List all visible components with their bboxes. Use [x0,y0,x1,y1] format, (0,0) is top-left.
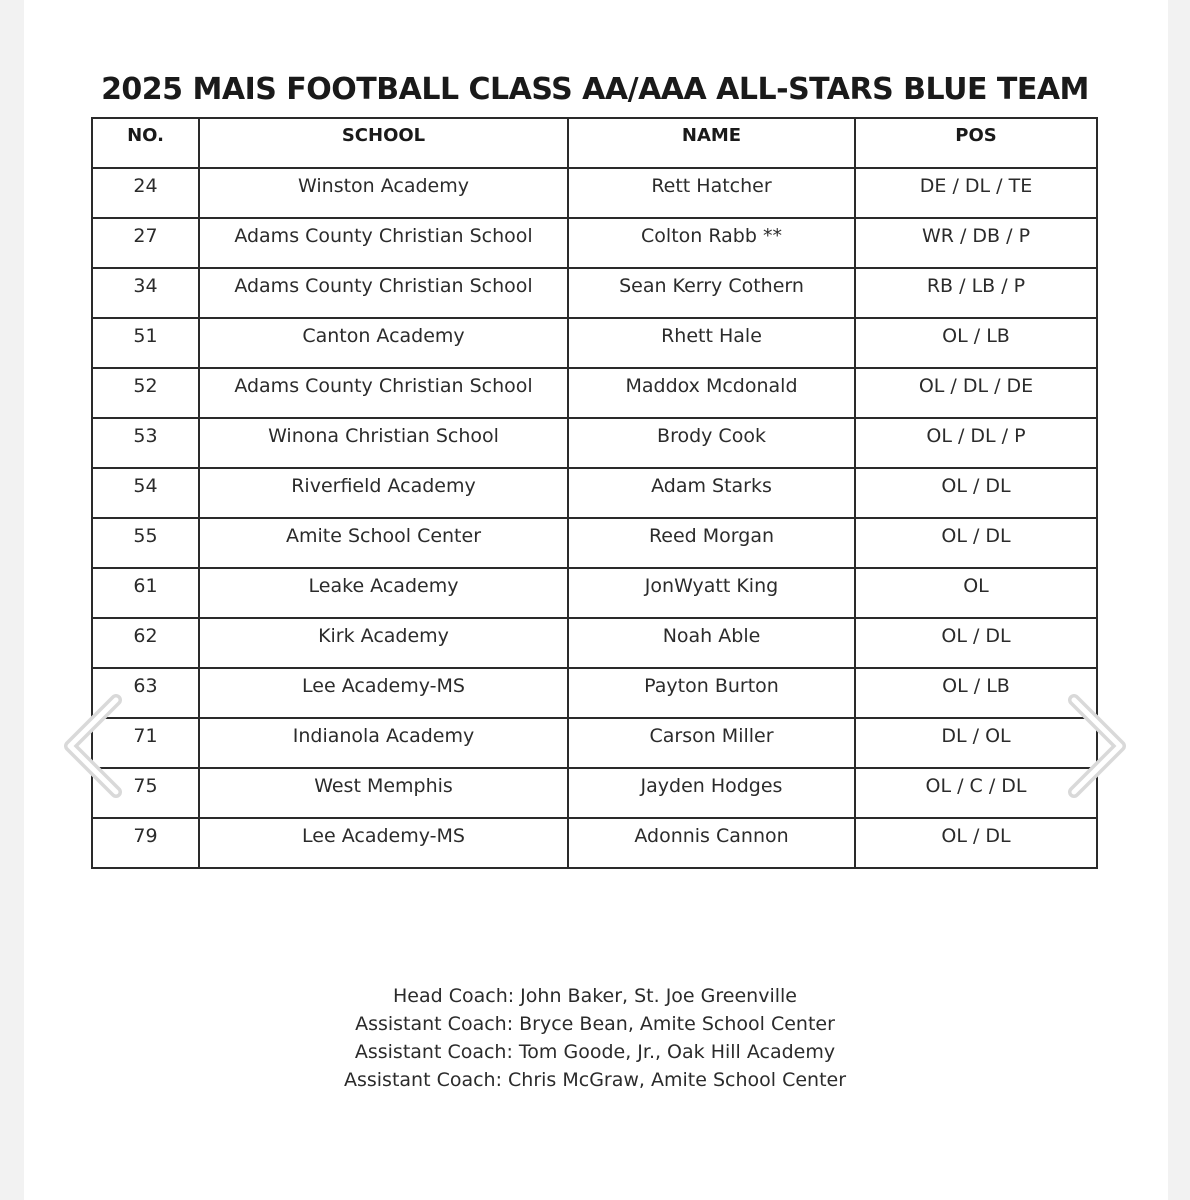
player-name-cell: Jayden Hodges [568,768,855,818]
head-coach-line: Head Coach: John Baker, St. Joe Greenville [393,985,797,1007]
table-header-row [92,118,1097,168]
player-number-cell: 61 [92,568,199,618]
position-cell: OL / DL [855,468,1097,518]
school-cell: Canton Academy [199,318,568,368]
school-cell: Winona Christian School [199,418,568,468]
player-number-cell: 62 [92,618,199,668]
player-number-cell: 34 [92,268,199,318]
player-name-cell: Reed Morgan [568,518,855,568]
roster-body [92,168,1097,868]
column-header-pos: POS [855,118,1097,168]
player-number-cell: 54 [92,468,199,518]
player-name-cell: Noah Able [568,618,855,668]
school-cell: Adams County Christian School [199,368,568,418]
player-number-cell: 53 [92,418,199,468]
position-cell: OL / DL [855,618,1097,668]
position-cell: OL / DL [855,818,1097,868]
table-row [92,568,1097,618]
player-name-cell: JonWyatt King [568,568,855,618]
position-cell: RB / LB / P [855,268,1097,318]
school-cell: West Memphis [199,768,568,818]
player-name-cell: Sean Kerry Cothern [568,268,855,318]
coaching-staff [0,982,1190,1094]
table-row [92,368,1097,418]
chevron-right-icon [1062,690,1132,802]
school-cell: Winston Academy [199,168,568,218]
school-cell: Kirk Academy [199,618,568,668]
table-row [92,768,1097,818]
player-name-cell: Adam Starks [568,468,855,518]
player-name-cell: Payton Burton [568,668,855,718]
player-number-cell: 51 [92,318,199,368]
school-cell: Amite School Center [199,518,568,568]
position-cell: DE / DL / TE [855,168,1097,218]
position-cell: OL / DL / DE [855,368,1097,418]
table-row [92,518,1097,568]
school-cell: Adams County Christian School [199,218,568,268]
player-name-cell: Brody Cook [568,418,855,468]
player-name-cell: Carson Miller [568,718,855,768]
position-cell: OL / LB [855,668,1097,718]
table-row [92,218,1097,268]
table-row [92,468,1097,518]
player-number-cell: 24 [92,168,199,218]
player-number-cell: 27 [92,218,199,268]
player-name-cell: Adonnis Cannon [568,818,855,868]
position-cell: OL [855,568,1097,618]
page-title: 2025 MAIS FOOTBALL CLASS AA/AAA ALL-STARS BLUE TEAM [101,72,1089,107]
table-row [92,818,1097,868]
school-cell: Riverfield Academy [199,468,568,518]
school-cell: Lee Academy-MS [199,668,568,718]
assistant-coach-line: Assistant Coach: Chris McGraw, Amite School Center [343,1069,847,1091]
school-cell: Adams County Christian School [199,268,568,318]
player-number-cell: 63 [92,668,199,718]
position-cell: OL / LB [855,318,1097,368]
player-name-cell: Maddox Mcdonald [568,368,855,418]
position-cell: OL / DL / P [855,418,1097,468]
player-number-cell: 71 [92,718,199,768]
carousel-next-button[interactable] [1062,690,1132,802]
column-header-school: SCHOOL [199,118,568,168]
player-number-cell: 55 [92,518,199,568]
table-row [92,418,1097,468]
chevron-left-icon [58,690,128,802]
table-row [92,618,1097,668]
school-cell: Leake Academy [199,568,568,618]
table-row [92,718,1097,768]
player-name-cell: Rett Hatcher [568,168,855,218]
assistant-coach-line: Assistant Coach: Tom Goode, Jr., Oak Hill Academy [354,1041,836,1063]
position-cell: OL / C / DL [855,768,1097,818]
position-cell: WR / DB / P [855,218,1097,268]
player-number-cell: 52 [92,368,199,418]
assistant-coach-line: Assistant Coach: Bryce Bean, Amite School Center [355,1013,835,1035]
player-name-cell: Colton Rabb ** [568,218,855,268]
column-header-no: NO. [92,118,199,168]
column-header-name: NAME [568,118,855,168]
position-cell: OL / DL [855,518,1097,568]
table-row [92,168,1097,218]
position-cell: DL / OL [855,718,1097,768]
table-row [92,268,1097,318]
table-row [92,318,1097,368]
school-cell: Indianola Academy [199,718,568,768]
player-number-cell: 75 [92,768,199,818]
table-row [92,668,1097,718]
roster-table [91,117,1098,869]
school-cell: Lee Academy-MS [199,818,568,868]
carousel-prev-button[interactable] [58,690,128,802]
player-number-cell: 79 [92,818,199,868]
player-name-cell: Rhett Hale [568,318,855,368]
